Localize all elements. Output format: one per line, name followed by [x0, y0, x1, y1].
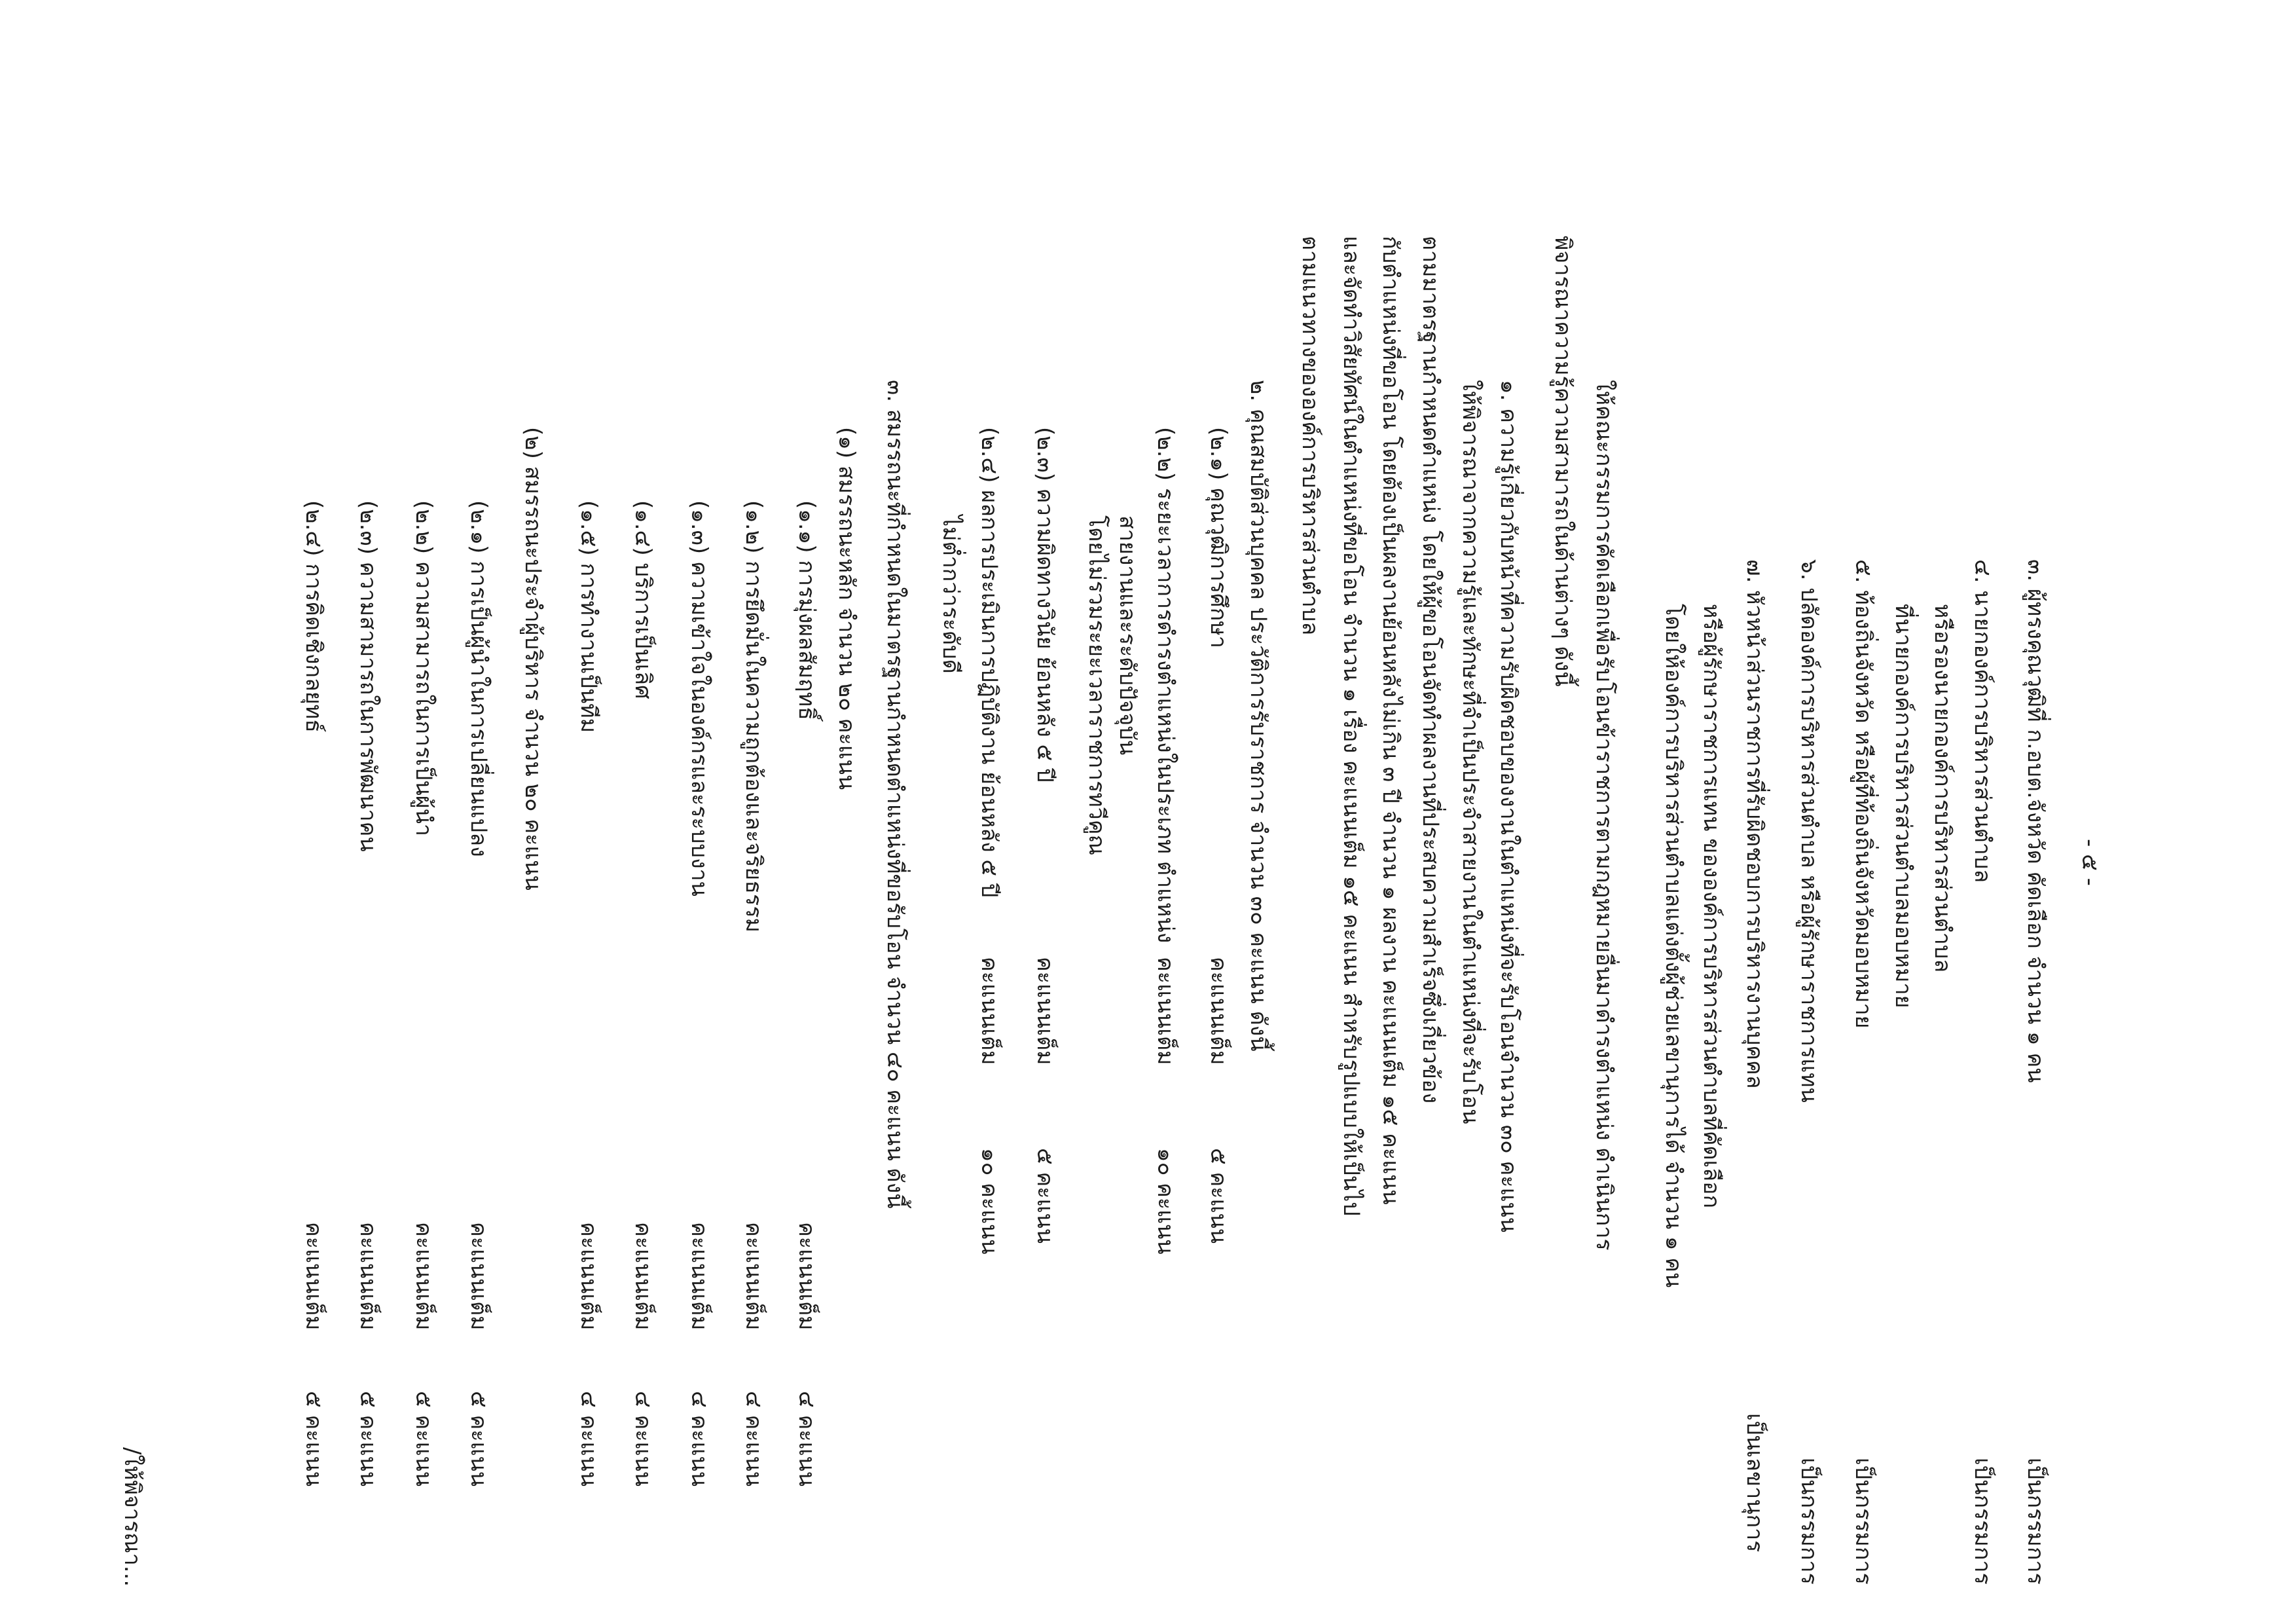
competency-item-label: (๒.๓) ความสามารถในการพัฒนาคน	[355, 500, 381, 852]
criterion-2-item-max-label: คะแนนเต็ม	[1152, 957, 1178, 1065]
committee-member-4: ๔. นายกองค์การบริหารส่วนตำบล	[1969, 559, 1995, 883]
criterion-1-heading: ๑. ความรู้เกี่ยวกับหน้าที่ความรับผิดชอบของงานในตำแหน่งที่จะรับโอนจำนวน ๓๐ คะแนน	[1495, 380, 1522, 1232]
competency-item-label: (๑.๔) บริการเป็นเลิศ	[630, 500, 656, 699]
competency-item-max-label: คะแนนเต็ม	[575, 1222, 602, 1331]
committee-role-4: เป็นกรรมการ	[1969, 1458, 1995, 1585]
criterion-2-item-score: ๕ คะแนน	[1205, 1148, 1231, 1244]
committee-member-4-line: ที่นายกองค์การบริหารส่วนตำบลมอบหมาย	[1890, 604, 1916, 1008]
competency-item-label: (๑.๓) ความเข้าใจในองค์กรและระบบงาน	[686, 500, 712, 896]
competency-item-score: ๕ คะแนน	[301, 1391, 327, 1486]
committee-member-5: ๕. ท้องถิ่นจังหวัด หรือผู้ที่ท้องถิ่นจังหวัดมอบหมาย	[1850, 559, 1876, 1029]
competency-item-max-label: คะแนนเต็ม	[793, 1222, 820, 1331]
competency-item-max-label: คะแนนเต็ม	[740, 1222, 767, 1331]
intro-paragraph-line: พิจารณาความรู้ความสามารถในด้านต่างๆ ดังนี้	[1550, 236, 1576, 687]
criterion-2-heading: ๒. คุณสมบัติส่วนบุคคล ประวัติการรับราชการ จำนวน ๓๐ คะแนน ดังนี้	[1245, 380, 1271, 1052]
committee-role-3: เป็นกรรมการ	[2022, 1458, 2049, 1585]
committee-member-7: ๗. หัวหน้าส่วนราชการที่รับผิดชอบการบริหารงานบุคคล	[1741, 559, 1768, 1089]
criterion-2-item-max-label: คะแนนเต็ม	[976, 957, 1002, 1065]
criterion-2-item-label: (๒.๑) คุณวุฒิการศึกษา	[1205, 427, 1231, 648]
committee-role-6: เป็นกรรมการ	[1796, 1458, 1822, 1585]
page-number: - ๕ -	[2077, 839, 2103, 886]
competency-item-score: ๕ คะแนน	[465, 1391, 492, 1486]
competency-item-score: ๔ คะแนน	[686, 1391, 712, 1486]
competency-item-label: (๑.๕) การทำงานเป็นทีม	[575, 500, 602, 733]
competency-item-max-label: คะแนนเต็ม	[465, 1222, 492, 1331]
competency-group-title: (๑) สมรรถนะหลัก จำนวน ๒๐ คะแนน	[833, 427, 860, 790]
committee-member-7-line: โดยให้องค์การบริหารส่วนตำบลแต่งตั้งผู้ช่วยเลขานุการได้ จำนวน ๑ คน	[1660, 604, 1686, 1288]
competency-item-max-label: คะแนนเต็ม	[301, 1222, 327, 1331]
committee-member-7-line: หรือผู้รักษาราชการแทน ขององค์การบริหารส่วนตำบลที่คัดเลือก	[1698, 604, 1724, 1209]
competency-item-score: ๔ คะแนน	[575, 1391, 602, 1486]
competency-item-max-label: คะแนนเต็ม	[355, 1222, 381, 1331]
committee-member-6: ๖. ปลัดองค์การบริหารส่วนตำบล หรือผู้รักษาราชการแทน	[1796, 559, 1822, 1103]
competency-item-score: ๕ คะแนน	[355, 1391, 381, 1486]
competency-group-title: (๒) สมรรถนะประจำผู้บริหาร จำนวน ๒๐ คะแนน	[520, 427, 546, 891]
committee-member-3: ๓. ผู้ทรงคุณวุฒิที่ ก.อบต.จังหวัด คัดเลือก จำนวน ๑ คน	[2022, 559, 2049, 1083]
criterion-2-item-label: (๒.๒) ระยะเวลาการดำรงตำแหน่งในประเภท ตำแหน่ง	[1152, 427, 1178, 944]
criterion-2-item-note: ไม่ต่ำกว่าระดับดี	[938, 515, 964, 674]
criterion-2-item-max-label: คะแนนเต็ม	[1205, 957, 1231, 1065]
competency-item-score: ๔ คะแนน	[630, 1391, 656, 1486]
competency-item-score: ๔ คะแนน	[740, 1391, 767, 1486]
competency-item-score: ๔ คะแนน	[793, 1391, 820, 1486]
competency-item-score: ๕ คะแนน	[410, 1391, 437, 1486]
criterion-1-body-line: ตามมาตรฐานกำหนดตำแหน่ง โดยให้ผู้ขอโอนจัดทำผลงานที่ประสบความสำเร็จซึ่งเกี่ยวข้อง	[1417, 236, 1444, 1104]
competency-item-max-label: คะแนนเต็ม	[410, 1222, 437, 1331]
criterion-1-body-line: ให้พิจารณาจากความรู้และทักษะที่จำเป็นประจำสายงานในตำแหน่งที่จะรับโอน	[1457, 380, 1484, 1124]
competency-item-max-label: คะแนนเต็ม	[686, 1222, 712, 1331]
criterion-2-item-max-label: คะแนนเต็ม	[1032, 957, 1058, 1065]
intro-paragraph-line: ให้คณะกรรมการคัดเลือกเพื่อรับโอนข้าราชการตามกฎหมายอื่นมาดำรงตำแหน่ง ดำเนินการ	[1591, 380, 1617, 1251]
criterion-2-item-label: (๒.๔) ผลการประเมินการปฏิบัติงาน ย้อนหลัง ๕ ปี	[976, 427, 1002, 898]
criterion-2-item-score: ๑๐ คะแนน	[1152, 1148, 1178, 1255]
criterion-2-item-note: โดยไม่รวมระยะเวลาราชการทวีคูณ	[1084, 515, 1110, 856]
criterion-2-item-score: ๕ คะแนน	[1032, 1148, 1058, 1244]
competency-item-label: (๑.๑) การมุ่งผลสัมฤทธิ์	[793, 500, 820, 720]
competency-item-label: (๒.๔) การคิดเชิงกลยุทธ์	[301, 500, 327, 733]
criterion-1-body-line: และจัดทำวิสัยทัศน์ในตำแหน่งที่ขอโอน จำนวน ๑ เรื่อง คะแนนเต็ม ๑๕ คะแนน สำหรับรูปแบบให้เป็นไป	[1338, 236, 1364, 1216]
continuation-marker: /ให้พิจารณา...	[119, 1447, 145, 1587]
criterion-3-heading: ๓. สมรรถนะที่กำหนดในมาตรฐานกำหนดตำแหน่งที่ขอรับโอน จำนวน ๔๐ คะแนน ดังนี้	[882, 380, 908, 1209]
competency-item-label: (๒.๒) ความสามารถในการเป็นผู้นำ	[410, 500, 437, 836]
competency-item-label: (๑.๒) การยึดมั่นในความถูกต้องและจริยธรรม	[740, 500, 767, 932]
committee-role-5: เป็นกรรมการ	[1850, 1458, 1876, 1585]
committee-member-4-line: หรือรองนายกองค์การบริหารส่วนตำบล	[1929, 604, 1956, 973]
competency-item-label: (๒.๑) การเป็นผู้นำในการเปลี่ยนแปลง	[465, 500, 492, 857]
competency-item-max-label: คะแนนเต็ม	[630, 1222, 656, 1331]
criterion-1-body-line: กับตำแหน่งที่ขอโอน โดยต้องเป็นผลงานย้อนหลังไม่เกิน ๓ ปี จำนวน ๑ ผลงาน คะแนนเต็ม ๑๕ คะแนน	[1377, 236, 1404, 1205]
criterion-1-body-line: ตามแนวทางขององค์การบริหารส่วนตำบล	[1297, 236, 1323, 636]
committee-role-7: เป็นเลขานุการ	[1741, 1413, 1768, 1553]
criterion-2-item-note: สายงานและระดับปัจจุบัน	[1114, 515, 1140, 756]
criterion-2-item-label: (๒.๓) ความผิดทางวินัย ย้อนหลัง ๕ ปี	[1032, 427, 1058, 783]
criterion-2-item-score: ๑๐ คะแนน	[976, 1148, 1002, 1255]
